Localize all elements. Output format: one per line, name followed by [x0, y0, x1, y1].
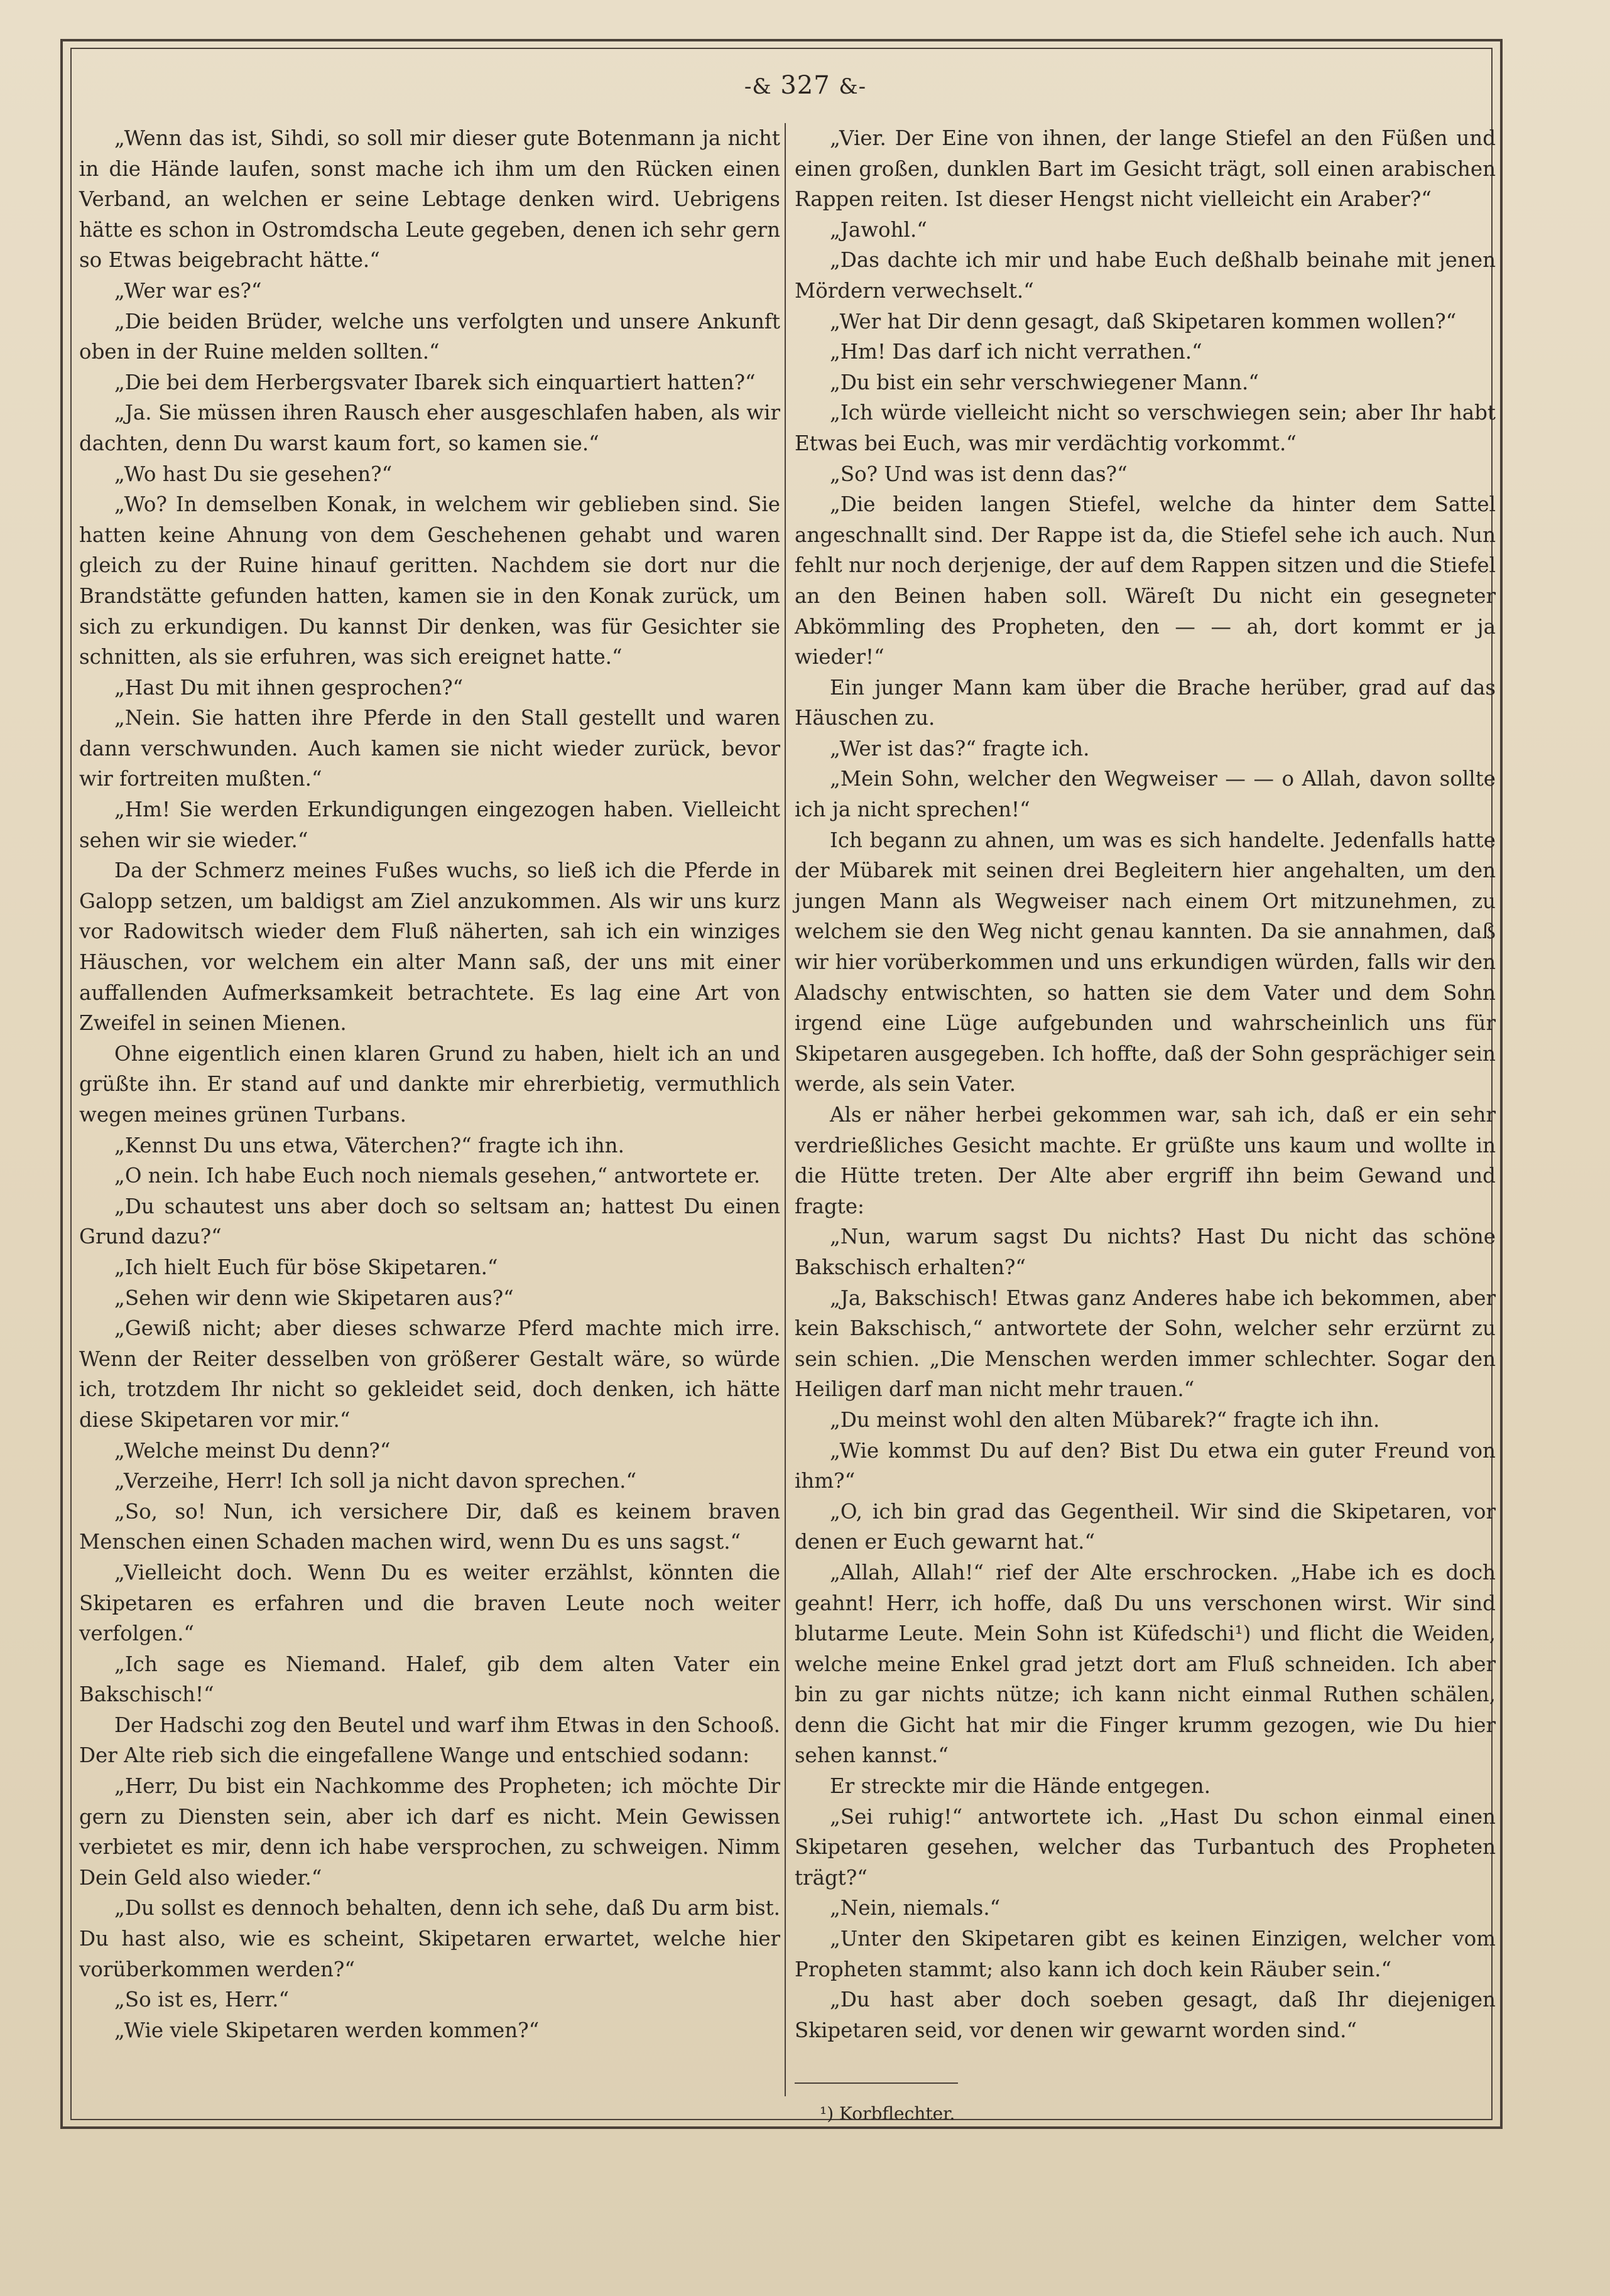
- paragraph: „Ich sage es Niemand. Halef, gib dem alten Vater ein Bakschisch!“: [79, 1652, 780, 1707]
- paragraph: „Wie kommst Du auf den? Bist Du etwa ein guter Freund von ihm?“: [795, 1438, 1496, 1493]
- paragraph: „Nun, warum sagst Du nichts? Hast Du nicht das schöne Bakschisch erhalten?“: [795, 1225, 1496, 1279]
- footnote-rule: [795, 2082, 958, 2084]
- paragraph: „Die beiden Brüder, welche uns verfolgten und unsere Ankunft oben in der Ruine melden sollten.“: [79, 309, 780, 364]
- paragraph: „Wo? In demselben Konak, in welchem wir geblieben sind. Sie hatten keine Ahnung von dem Geschehenen gehabt und waren gleich zu der Ruine hinauf geritten. Nachdem sie dort nur die Brandstätte gefunden hatten, kamen sie in den Konak zurück, um sich zu erkundigen. Du kannst Dir denken, was für Gesichter sie schnitten, als sie erfuhren, was sich ereignet hatte.“: [79, 492, 780, 669]
- paragraph: Da der Schmerz meines Fußes wuchs, so ließ ich die Pferde in Galopp setzen, um baldigst am Ziel anzukommen. Als wir uns kurz vor Radowitsch wieder dem Fluß näherten, sah ich ein winziges Häuschen, vor welchem ein alter Mann saß, der uns mit einer auffallenden Aufmerksamkeit betrachtete. Es lag eine Art von Zweifel in seinen Mienen.: [79, 858, 780, 1036]
- paragraph: „Wer war es?“: [114, 278, 262, 303]
- paragraph: „Nein. Sie hatten ihre Pferde in den Stall gestellt und waren dann verschwunden. Auch kamen sie nicht wieder zurück, bevor wir fortreiten mußten.“: [79, 706, 780, 791]
- paragraph: „Wenn das ist, Sihdi, so soll mir dieser gute Botenmann ja nicht in die Hände laufen, sonst mache ich ihm um den Rücken einen Verband, an welchen er seine Lebtage denken wird. Uebrigens hätte es schon in Ostromdscha Leute gegeben, denen ich sehr gern so Etwas beigebracht hätte.“: [79, 126, 780, 273]
- page-number-header: [705, 68, 906, 103]
- paragraph: „Herr, Du bist ein Nachkomme des Propheten; ich möchte Dir gern zu Diensten sein, aber ich darf es nicht. Mein Gewissen verbietet es mir, denn ich habe versprochen, zu schweigen. Nimm Dein Geld also wieder.“: [79, 1774, 780, 1890]
- paragraph: „Wer ist das?“ fragte ich.: [830, 736, 1090, 761]
- paragraph: „O nein. Ich habe Euch noch niemals gesehen,“ antwortete er.: [114, 1164, 761, 1188]
- ornament-left-icon: -&: [744, 74, 772, 99]
- paragraph: „Die bei dem Herbergsvater Ibarek sich einquartiert hatten?“: [114, 370, 756, 394]
- paragraph: Als er näher herbei gekommen war, sah ich, daß er ein sehr verdrießliches Gesicht machte. Er grüßte uns kaum und wollte in die Hütte treten. Der Alte aber ergriff ihn beim Gewand und fragte:: [795, 1103, 1496, 1218]
- paragraph: „Gewiß nicht; aber dieses schwarze Pferd machte mich irre. Wenn der Reiter desselben von größerer Gestalt wäre, so würde ich, trotzdem Ihr nicht so gekleidet seid, doch denken, ich hätte diese Skipetaren vor mir.“: [79, 1316, 780, 1432]
- paragraph: „Sehen wir denn wie Skipetaren aus?“: [114, 1286, 514, 1310]
- paragraph: Ich begann zu ahnen, um was es sich handelte. Jedenfalls hatte der Mübarek mit seinen drei Begleitern hier angehalten, um den jungen Mann als Wegweiser nach einem Ort mitzunehmen, zu welchem sie den Weg nicht genau kannten. Da sie annahmen, daß wir hier vorüberkommen und uns erkundigen würden, falls wir den Aladschy entwischten, so hatten sie dem Vater und dem Sohn irgend eine Lüge aufgebunden und wahrscheinlich uns für Skipetaren ausgegeben. Ich hoffte, daß der Sohn gesprächiger sein werde, als sein Vater.: [795, 828, 1496, 1097]
- paragraph: „So ist es, Herr.“: [114, 1988, 290, 2012]
- paragraph: „O, ich bin grad das Gegentheil. Wir sind die Skipetaren, vor denen er Euch gewarnt hat.“: [795, 1499, 1496, 1554]
- column-divider: [785, 123, 786, 2096]
- paragraph: „Wie viele Skipetaren werden kommen?“: [114, 2018, 540, 2042]
- paragraph: „Sei ruhig!“ antwortete ich. „Hast Du schon einmal einen Skipetaren gesehen, welcher das Turbantuch des Propheten trägt?“: [795, 1804, 1496, 1890]
- paragraph: Er streckte mir die Hände entgegen.: [830, 1774, 1211, 1799]
- paragraph: „Jawohl.“: [830, 217, 927, 242]
- paragraph: „Wo hast Du sie gesehen?“: [114, 462, 393, 486]
- paragraph: „Vier. Der Eine von ihnen, der lange Stiefel an den Füßen und einen großen, dunklen Bart im Gesicht trägt, soll einen arabischen Rappen reiten. Ist dieser Hengst nicht vielleicht ein Araber?“: [795, 126, 1496, 212]
- paragraph: „Ja. Sie müssen ihren Rausch eher ausgeschlafen haben, als wir dachten, denn Du warst kaum fort, so kamen sie.“: [79, 401, 780, 455]
- paragraph: „Kennst Du uns etwa, Väterchen?“ fragte ich ihn.: [114, 1133, 624, 1157]
- paragraph: „So? Und was ist denn das?“: [830, 462, 1128, 486]
- paragraph: „Wer hat Dir denn gesagt, daß Skipetaren kommen wollen?“: [830, 309, 1457, 333]
- paragraph: „Ja, Bakschisch! Etwas ganz Anderes habe ich bekommen, aber kein Bakschisch,“ antwortete der Sohn, welcher sehr erzürnt zu sein schien. „Die Menschen werden immer schlechter. Sogar den Heiligen darf man nicht mehr trauen.“: [795, 1286, 1496, 1402]
- paragraph: „Du sollst es dennoch behalten, denn ich sehe, daß Du arm bist. Du hast also, wie es scheint, Skipetaren erwartet, welche hier vorüberkommen werden?“: [79, 1896, 780, 1981]
- paragraph: „Vielleicht doch. Wenn Du es weiter erzählst, könnten die Skipetaren es erfahren und die braven Leute noch weiter verfolgen.“: [79, 1560, 780, 1646]
- paragraph: „Verzeihe, Herr! Ich soll ja nicht davon sprechen.“: [114, 1469, 637, 1493]
- paragraph: „Du schautest uns aber doch so seltsam an; hattest Du einen Grund dazu?“: [79, 1194, 780, 1249]
- paragraph: „Du hast aber doch soeben gesagt, daß Ihr diejenigen Skipetaren seid, vor denen wir gewarnt worden sind.“: [795, 1988, 1496, 2042]
- paragraph: „Hm! Sie werden Erkundigungen eingezogen haben. Vielleicht sehen wir sie wieder.“: [79, 798, 780, 852]
- paragraph: „Nein, niemals.“: [830, 1896, 1001, 1920]
- paragraph: „Mein Sohn, welcher den Wegweiser — — o Allah, davon sollte ich ja nicht sprechen!“: [795, 767, 1496, 822]
- paragraph: „Du bist ein sehr verschwiegener Mann.“: [830, 370, 1259, 394]
- ornament-right-icon: &-: [839, 74, 867, 99]
- paragraph: „Du meinst wohl den alten Mübarek?“ fragte ich ihn.: [830, 1407, 1380, 1432]
- paragraph: „So, so! Nun, ich versichere Dir, daß es keinem braven Menschen einen Schaden machen wird, wenn Du es uns sagst.“: [79, 1499, 780, 1554]
- paragraph: Der Hadschi zog den Beutel und warf ihm Etwas in den Schooß. Der Alte rieb sich die eingefallene Wange und entschied sodann:: [79, 1713, 780, 1768]
- paragraph: Ein junger Mann kam über die Brache herüber, grad auf das Häuschen zu.: [795, 675, 1496, 730]
- paragraph: „Welche meinst Du denn?“: [114, 1438, 391, 1463]
- paragraph: „Ich würde vielleicht nicht so verschwiegen sein; aber Ihr habt Etwas bei Euch, was mir verdächtig vorkommt.“: [795, 401, 1496, 455]
- paragraph: „Hast Du mit ihnen gesprochen?“: [114, 675, 464, 700]
- footnote: ¹) Korbflechter.: [820, 2103, 955, 2124]
- paragraph: „Allah, Allah!“ rief der Alte erschrocken. „Habe ich es doch geahnt! Herr, ich hoffe, daß Du uns verschonen wirst. Wir sind blutarme Leute. Mein Sohn ist Küfedschi¹) und flicht die Weiden, welche meine Enkel grad jetzt dort am Fluß schneiden. Ich aber bin zu gar nichts nütze; ich kann nicht einmal Ruthen schälen, denn die Gicht hat mir die Finger krumm gezogen, wie Du hier sehen kannst.“: [795, 1560, 1496, 1768]
- right-column: [795, 123, 1496, 2045]
- paragraph: „Ich hielt Euch für böse Skipetaren.“: [114, 1255, 498, 1279]
- paragraph: „Unter den Skipetaren gibt es keinen Einzigen, welcher vom Propheten stammt; also kann ich doch kein Räuber sein.“: [795, 1927, 1496, 1981]
- left-column: [79, 123, 780, 2045]
- paragraph: „Hm! Das darf ich nicht verrathen.“: [830, 340, 1202, 364]
- paragraph: „Das dachte ich mir und habe Euch deßhalb beinahe mit jenen Mördern verwechselt.“: [795, 248, 1496, 303]
- page-number: 327: [780, 71, 830, 100]
- paragraph: Ohne eigentlich einen klaren Grund zu haben, hielt ich an und grüßte ihn. Er stand auf und dankte mir ehrerbietig, vermuthlich wegen meines grünen Turbans.: [79, 1041, 780, 1127]
- paragraph: „Die beiden langen Stiefel, welche da hinter dem Sattel angeschnallt sind. Der Rappe ist da, die Stiefel sehe ich auch. Nun fehlt nur noch derjenige, der auf dem Rappen sitzen und die Stiefel an den Beinen haben soll. Wäreſt Du nicht ein gesegneter Abkömmling des Propheten, den — — ah, dort kommt er ja wieder!“: [795, 492, 1496, 669]
